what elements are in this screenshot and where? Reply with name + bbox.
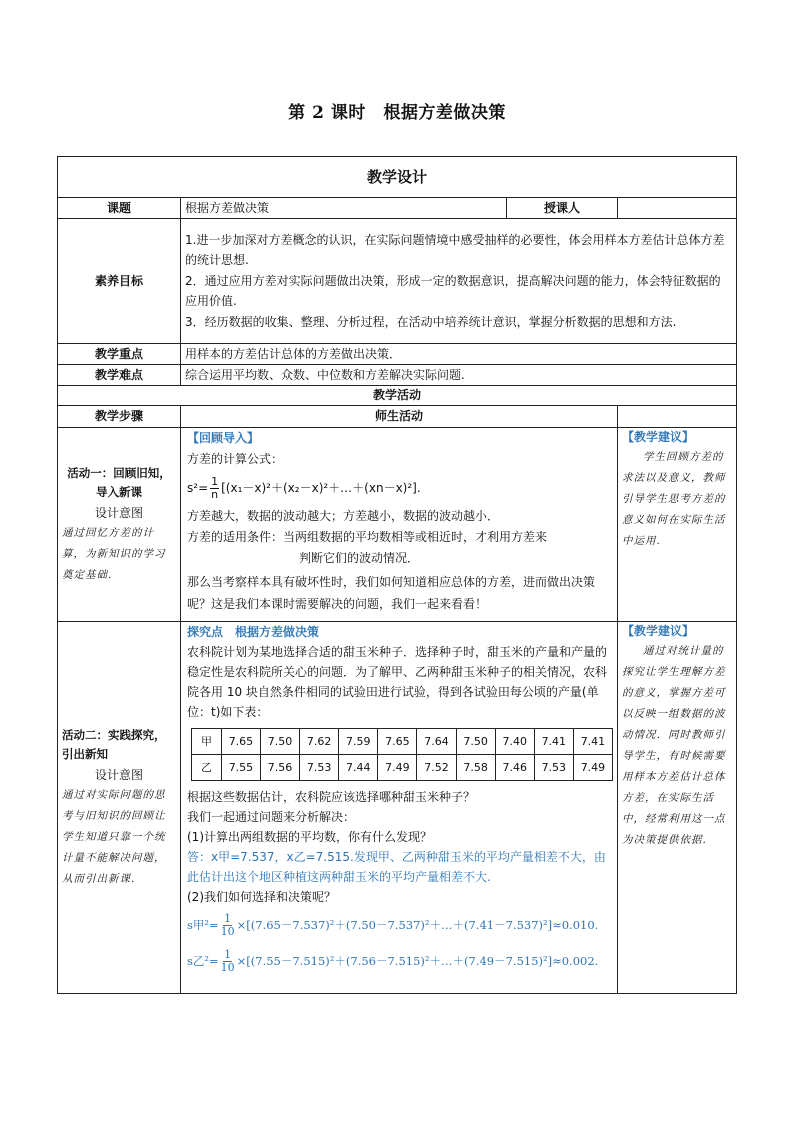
activity2-advice-text: 通过对统计量的探究让学生理解方差的意义，掌握方差可以反映一组数据的波动情况．同时教师引导学生，有时候需要用样本方差估计总体方差，在实际生活中，经常利用这一点为决策提供依据. xyxy=(622,645,726,846)
topic-label: 课题 xyxy=(58,198,181,219)
question-intro: 我们一起通过问题来分析解决： xyxy=(187,810,356,824)
formula-lhs: s²= xyxy=(187,480,209,495)
yield-cell: 7.50 xyxy=(456,729,495,755)
key-point-label: 教学重点 xyxy=(58,344,181,365)
yield-row xyxy=(192,755,613,781)
answer-1: 答：x甲=7.537，x乙=7.515.发现甲、乙两种甜玉米的平均产量相差不大，由此估计出这个地区种植这两种甜玉米的平均产量相差不大. xyxy=(187,850,606,884)
question-1: (1)计算出两组数据的平均数，你有什么发现？ xyxy=(187,830,432,844)
yield-cell: 7.52 xyxy=(417,755,456,781)
teacher-value xyxy=(618,198,737,219)
table-header: 教学设计 xyxy=(58,157,737,198)
variance-condition-cont: 判断它们的波动情况． xyxy=(299,551,420,565)
teacher-student-label: 师生活动 xyxy=(181,406,618,428)
yield-cell: 7.49 xyxy=(378,755,417,781)
variance-yi xyxy=(187,943,613,979)
goal-item: 2．通过应用方差对实际问题做出决策，形成一定的数据意识，提高解决问题的能力，体会特征数据的应用价值. xyxy=(185,273,721,309)
yield-row xyxy=(192,729,613,755)
yield-cell: 7.50 xyxy=(261,729,300,755)
activity2-intent-label: 设计意图 xyxy=(94,767,143,782)
activity2-content xyxy=(181,622,618,994)
yield-cell: 7.53 xyxy=(300,755,339,781)
activity1-advice-text: 学生回顾方差的求法以及意义，教师引导学生思考方差的意义如何在实际生活中运用. xyxy=(622,451,726,547)
difficulty-value: 综合运用平均数、众数、中位数和方差解决实际问题. xyxy=(181,365,737,386)
question-2: (2)我们如何选择和决策呢？ xyxy=(187,890,336,904)
variance-jia xyxy=(187,907,613,943)
variance-formula xyxy=(187,470,613,506)
lesson-design-table xyxy=(57,156,737,994)
variance-meaning: 方差越大，数据的波动越大；方差越小，数据的波动越小． xyxy=(187,509,500,523)
yield-cell: 7.65 xyxy=(221,729,260,755)
yield-data-table xyxy=(191,728,613,781)
activity1-content xyxy=(181,428,618,622)
yield-cell: 7.58 xyxy=(456,755,495,781)
yield-cell: 7.64 xyxy=(417,729,456,755)
yield-cell: 7.53 xyxy=(534,755,573,781)
yield-cell: 7.40 xyxy=(495,729,534,755)
main-question: 根据这些数据估计，农科院应该选择哪种甜玉米种子？ xyxy=(187,790,476,804)
activity2-advice-cell xyxy=(618,622,737,994)
yield-cell: 7.46 xyxy=(495,755,534,781)
yield-cell: 7.62 xyxy=(300,729,339,755)
yield-cell: 7.41 xyxy=(573,729,612,755)
variance-yi-fraction: $\frac{1}{10}$ xyxy=(220,947,235,974)
variance-jia-lhs: s甲²= xyxy=(187,918,219,932)
yield-cell: 7.49 xyxy=(573,755,612,781)
activity1-advice-title: 【教学建议】 xyxy=(622,430,695,444)
yield-cell: 7.56 xyxy=(261,755,300,781)
activity1-step-cell xyxy=(58,428,181,622)
goals-label: 素养目标 xyxy=(58,219,181,344)
activity2-section: 探究点 根据方差做决策 xyxy=(187,625,320,639)
yield-cell: 7.59 xyxy=(339,729,378,755)
activity2-intent-text: 通过对实际问题的思考与旧知识的回顾让学生知道只靠一个统计量不能解决问题，从而引出新课. xyxy=(62,788,166,885)
activity1-title: 活动一：回顾旧知，导入新课 xyxy=(67,465,171,499)
yield-cell: 7.41 xyxy=(534,729,573,755)
yield-cell: 7.55 xyxy=(221,755,260,781)
activity2-advice-title: 【教学建议】 xyxy=(622,624,695,638)
yield-cell: 7.65 xyxy=(378,729,417,755)
formula-body: [(x₁－x)²＋(x₂－x)²＋…＋(xn－x)²]. xyxy=(221,480,421,495)
key-point-value: 用样本的方差估计总体的方差做出决策． xyxy=(181,344,737,365)
formula-intro: 方差的计算公式： xyxy=(187,452,284,466)
formula-fraction: $\frac{1}{n}$ xyxy=(211,474,219,501)
yield-row-label: 甲 xyxy=(192,729,222,755)
activity2-step-cell xyxy=(58,622,181,994)
variance-condition: 方差的适用条件：当两组数据的平均数相等或相近时，才利用方差来 xyxy=(187,530,548,544)
activity1-intent-label: 设计意图 xyxy=(94,505,143,520)
yield-row-label: 乙 xyxy=(192,755,222,781)
problem-paragraph: 农科院计划为某地选择合适的甜玉米种子．选择种子时，甜玉米的产量和产量的稳定性是农科院所关心的问题．为了解甲、乙两种甜玉米种子的相关情况，农科院各用 10 块自然条件相同的试验田进行试验，得到各试验田每公顷的产量(单位：t)如下表： xyxy=(187,645,608,719)
variance-yi-lhs: s乙²= xyxy=(187,954,219,968)
variance-jia-fraction: $\frac{1}{10}$ xyxy=(220,911,235,938)
activity-header: 教学活动 xyxy=(58,386,737,406)
goals-cell xyxy=(181,219,737,344)
teacher-label: 授课人 xyxy=(507,198,618,219)
activity2-title: 活动二：实践探究，引出新知 xyxy=(62,727,166,761)
difficulty-label: 教学难点 xyxy=(58,365,181,386)
variance-jia-body: ×[(7.65－7.537)²＋(7.50－7.537)²＋…＋(7.41－7.537)²]≈0.010. xyxy=(236,918,599,932)
goal-item: 3．经历数据的收集、整理、分析过程，在活动中培养统计意识，掌握分析数据的思想和方法. xyxy=(185,314,677,329)
activity1-advice-cell xyxy=(618,428,737,622)
goal-item: 1.进一步加深对方差概念的认识，在实际问题情境中感受抽样的必要性，体会用样本方差估计总体方差的统计思想. xyxy=(185,232,725,268)
page-title: 第 2 课时 根据方差做决策 xyxy=(288,103,506,123)
activity1-intent-text: 通过回忆方差的计算，为新知识的学习奠定基础. xyxy=(62,526,166,581)
activity1-lead-in: 那么当考察样本具有破坏性时，我们如何知道相应总体的方差，进而做出决策呢？这是我们本课时需要解决的问题，我们一起来看看！ xyxy=(187,575,596,611)
topic-value: 根据方差做决策 xyxy=(181,198,507,219)
yield-cell: 7.44 xyxy=(339,755,378,781)
steps-label: 教学步骤 xyxy=(58,406,181,428)
variance-yi-body: ×[(7.55－7.515)²＋(7.56－7.515)²＋…＋(7.49－7.515)²]≈0.002. xyxy=(236,954,599,968)
activity1-section: 【回顾导入】 xyxy=(187,431,260,445)
